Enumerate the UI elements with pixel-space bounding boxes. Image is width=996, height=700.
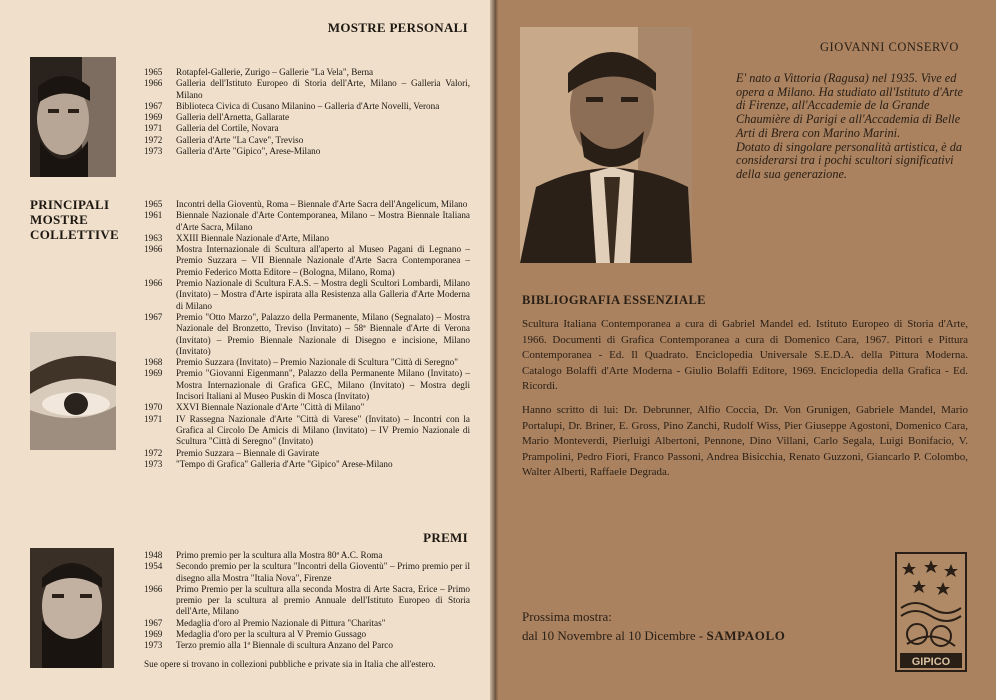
bio-paragraph: E' nato a Vittoria (Ragusa) nel 1935. Vive ed opera a Milano. Ha studiato all'Istituto d'Arte di Firenze, all'Accademie de la Grande Chaumière di Parigi e all'Accademia di Belle Arti di Brera con Marino Marini. <box>736 71 963 140</box>
list-item <box>144 640 470 651</box>
entry-text: Rotapfel-Gallerie, Zurigo – Gallerie "La Vela", Berna <box>176 67 374 77</box>
list-item <box>144 618 470 629</box>
bio-paragraph: Dotato di singolare personalità artistica, è da considerarsi tra i pochi scultori significativi della sua generazione. <box>736 139 963 181</box>
list-item <box>144 233 470 244</box>
portrait-photo-bottom <box>30 548 114 668</box>
left-page <box>0 0 494 700</box>
entry-text: Galleria dell'Arnetta, Gallarate <box>176 112 290 123</box>
entry-text: Galleria d'Arte "La Cave", Treviso <box>176 134 304 145</box>
entry-year: 1968 <box>144 357 163 368</box>
entry-text: Primo Premio per la scultura alla seconda Mostra di Arte Sacra, Erice – Primo premio per la scultura al premio Annuale dell'Istituto Europeo di Storia dell'Arte, Milano <box>176 583 470 617</box>
entry-text: IV Rassegna Nazionale d'Arte "Città di Varese" (Invitato) – Incontri con la Grafica al Circolo De Amicis di Milano (Invitato) – IV Premio Nazionale di Scultura "Città di Seregno" (Invitato) <box>176 413 470 447</box>
bibliografia-text: Scultura Italiana Contemporanea a cura di Gabriel Mandel ed. Istituto Europeo di Storia d'Arte, 1966. Documenti di Grafica Contemporanea a cura di Domenico Cara, 1967. Pittori e Pittura Contemporanea - Ed. Il Quadrato. Enciclopedia Universale S.E.D.A. della Pittura Moderna. Catalogo Bolaffi d'Arte Moderna - Giulio Bolaffi Editore, 1969. Enciclopedia della Grafica - Ed. Ricordi. <box>522 318 968 392</box>
list-item <box>144 368 470 402</box>
collettive-list <box>144 199 470 470</box>
gipico-logo <box>895 552 967 672</box>
list-item <box>144 414 470 448</box>
list-item <box>144 278 470 312</box>
entry-year: 1971 <box>144 413 163 424</box>
artist-portrait-photo <box>520 27 692 263</box>
entry-text: Primo premio per la scultura alla Mostra 80ª A.C. Roma <box>176 550 383 560</box>
collections-note: Sue opere si trovano in collezioni pubbliche e private sia in Italia che all'estero. <box>144 659 436 669</box>
entry-year: 1969 <box>144 629 163 640</box>
list-item <box>144 312 470 357</box>
entry-text: Biennale Nazionale d'Arte Contemporanea, Milano – Mostra Biennale Italiana d'Arte Sacra, Milano <box>176 210 470 232</box>
artist-bio <box>736 72 968 182</box>
entry-text: Premio Nazionale di Scultura F.A.S. – Mostra degli Scultori Lombardi, Milano (Invitato) – Mostra d'Arte ispirata alla Resistenza alla Galleria d'Arte Moderna di Milano <box>176 278 470 311</box>
entry-text: Galleria d'Arte "Gipico", Arese-Milano <box>176 146 321 157</box>
eye-photo <box>30 332 116 450</box>
list-item <box>144 357 470 368</box>
next-exhibition-label: Prossima mostra: <box>522 609 612 624</box>
list-item <box>144 561 470 584</box>
list-item <box>144 112 470 123</box>
next-exhibition-venue: SAMPAOLO <box>706 628 786 643</box>
portrait-photo-top <box>30 57 116 177</box>
entry-text: Premio Suzzara – Biennale di Gavirate <box>176 447 320 458</box>
artist-name: GIOVANNI CONSERVO <box>820 40 959 54</box>
right-page <box>498 0 996 700</box>
entry-year: 1965 <box>144 199 163 209</box>
entry-text: Premio Suzzara (Invitato) – Premio Nazionale di Scultura "Città di Seregno" <box>176 357 459 368</box>
premi-heading: PREMI <box>423 530 468 545</box>
heading-line: MOSTRE <box>30 212 89 227</box>
list-item <box>144 402 470 413</box>
heading-line: PRINCIPALI <box>30 197 110 212</box>
list-item <box>144 146 470 157</box>
critics-text: Hanno scritto di lui: Dr. Debrunner, Alfio Coccia, Dr. Von Grunigen, Gabriele Mandel, Mario Portalupi, Dr. Briner, E. Gross, Pino Zanchi, Rudolf Wiss, Pier Giuseppe Agostoni, Domenico Cara, Mario Monteverdi, Pierluigi Albertoni, Pennone, Dino Villani, Carlo Segala, Luigi Bonifacio, V. Prampolini, Pedro Fiori, Franco Passoni, Andrea Bisicchia, Renato Guzzoni, Giancarlo P. Colombo, Walter Alberti, Raffaele Degrada. <box>522 404 968 478</box>
list-item <box>144 123 470 134</box>
entry-year: 1967 <box>144 617 163 628</box>
entry-year: 1973 <box>144 146 163 157</box>
list-item <box>144 629 470 640</box>
entry-year: 1966 <box>144 78 163 89</box>
list-item <box>144 199 470 210</box>
premi-list <box>144 550 470 652</box>
entry-year: 1954 <box>144 561 163 572</box>
mostre-personali-heading: MOSTRE PERSONALI <box>327 20 468 35</box>
entry-text: Secondo premio per la scultura "Incontri della Gioventù" – Primo premio per il disegno alla Mostra "Italia Nova", Firenze <box>176 561 470 583</box>
entry-text: Galleria dell'Istituto Europeo di Storia dell'Arte, Milano – Galleria Valori, Milano <box>176 78 470 100</box>
next-exhibition-dates: dal 10 Novembre al 10 Dicembre <box>522 628 696 643</box>
next-exhibition-line <box>522 626 785 645</box>
entry-text: Terzo premio alla 1ª Biennale di scultura Anzano del Parco <box>176 640 393 651</box>
entry-year: 1972 <box>144 134 163 145</box>
list-item <box>144 459 470 470</box>
entry-year: 1967 <box>144 100 163 111</box>
entry-text: Mostra Internazionale di Scultura all'aperto al Museo Pagani di Legnano –Premio Suzzara – VII Biennale Nazionale d'Arte Sacra Contemporanea – Premio Federico Motta Editore – (Bologna, Milano, Roma) <box>176 244 470 277</box>
list-item <box>144 78 470 101</box>
entry-text: XXVI Biennale Nazionale d'Arte "Città di Milano" <box>176 402 365 413</box>
bibliografia-heading: BIBLIOGRAFIA ESSENZIALE <box>522 293 706 307</box>
list-item <box>144 244 470 278</box>
entry-year: 1966 <box>144 583 163 594</box>
entry-text: Premio "Otto Marzo", Palazzo della Permanente, Milano (Segnalato) – Mostra Nazionale del Bronzetto, Treviso (Invitato) – 58ª Biennale d'Arte di Verona (Invitato) – Premio Biennale Nazionale di Disegno e incisione, Milano (Invitato) <box>176 311 470 356</box>
entry-year: 1966 <box>144 278 163 289</box>
list-item <box>144 135 470 146</box>
entry-year: 1961 <box>144 210 163 221</box>
entry-year: 1969 <box>144 112 163 123</box>
list-item <box>144 448 470 459</box>
list-item <box>144 550 470 561</box>
entry-text: XXIII Biennale Nazionale d'Arte, Milano <box>176 232 329 243</box>
list-item <box>144 67 470 78</box>
entry-year: 1967 <box>144 311 163 322</box>
entry-text: Biblioteca Civica di Cusano Milanino – Galleria d'Arte Novelli, Verona <box>176 100 440 111</box>
personali-list <box>144 67 470 157</box>
entry-year: 1963 <box>144 232 163 243</box>
logo-text: GIPICO <box>911 656 951 668</box>
next-exhibition-dash: - <box>698 628 704 643</box>
entry-text: Medaglia d'oro al Premio Nazionale di Pittura "Charitas" <box>176 617 386 628</box>
entry-text: Premio "Giovanni Eigenmann", Palazzo della Permanente Milano (Invitato) – Mostra Internazionale di Grafica GEC, Milano (Invitato) – Mostra degli Incisori Italiani al Museo Puskin di Mosca (Invitato) <box>176 368 470 402</box>
entry-text: Medaglia d'oro per la scultura al V Premio Gussago <box>176 629 367 640</box>
list-item <box>144 101 470 112</box>
list-item <box>144 210 470 233</box>
next-exhibition <box>522 607 785 645</box>
entry-year: 1973 <box>144 458 163 469</box>
entry-year: 1969 <box>144 368 163 379</box>
entry-year: 1966 <box>144 244 163 255</box>
entry-text: Incontri della Gioventù, Roma – Biennale d'Arte Sacra dell'Angelicum, Milano <box>176 199 468 209</box>
heading-line: COLLETTIVE <box>30 227 119 242</box>
entry-text: "Tempo di Grafica" Galleria d'Arte "Gipico" Arese-Milano <box>176 458 393 469</box>
entry-year: 1965 <box>144 67 163 77</box>
entry-year: 1970 <box>144 402 163 413</box>
entry-year: 1972 <box>144 447 163 458</box>
mostre-collettive-heading <box>30 197 119 242</box>
entry-year: 1971 <box>144 123 163 134</box>
entry-year: 1973 <box>144 640 163 651</box>
entry-year: 1948 <box>144 550 163 560</box>
list-item <box>144 584 470 618</box>
entry-text: Galleria del Cortile, Novara <box>176 123 279 134</box>
